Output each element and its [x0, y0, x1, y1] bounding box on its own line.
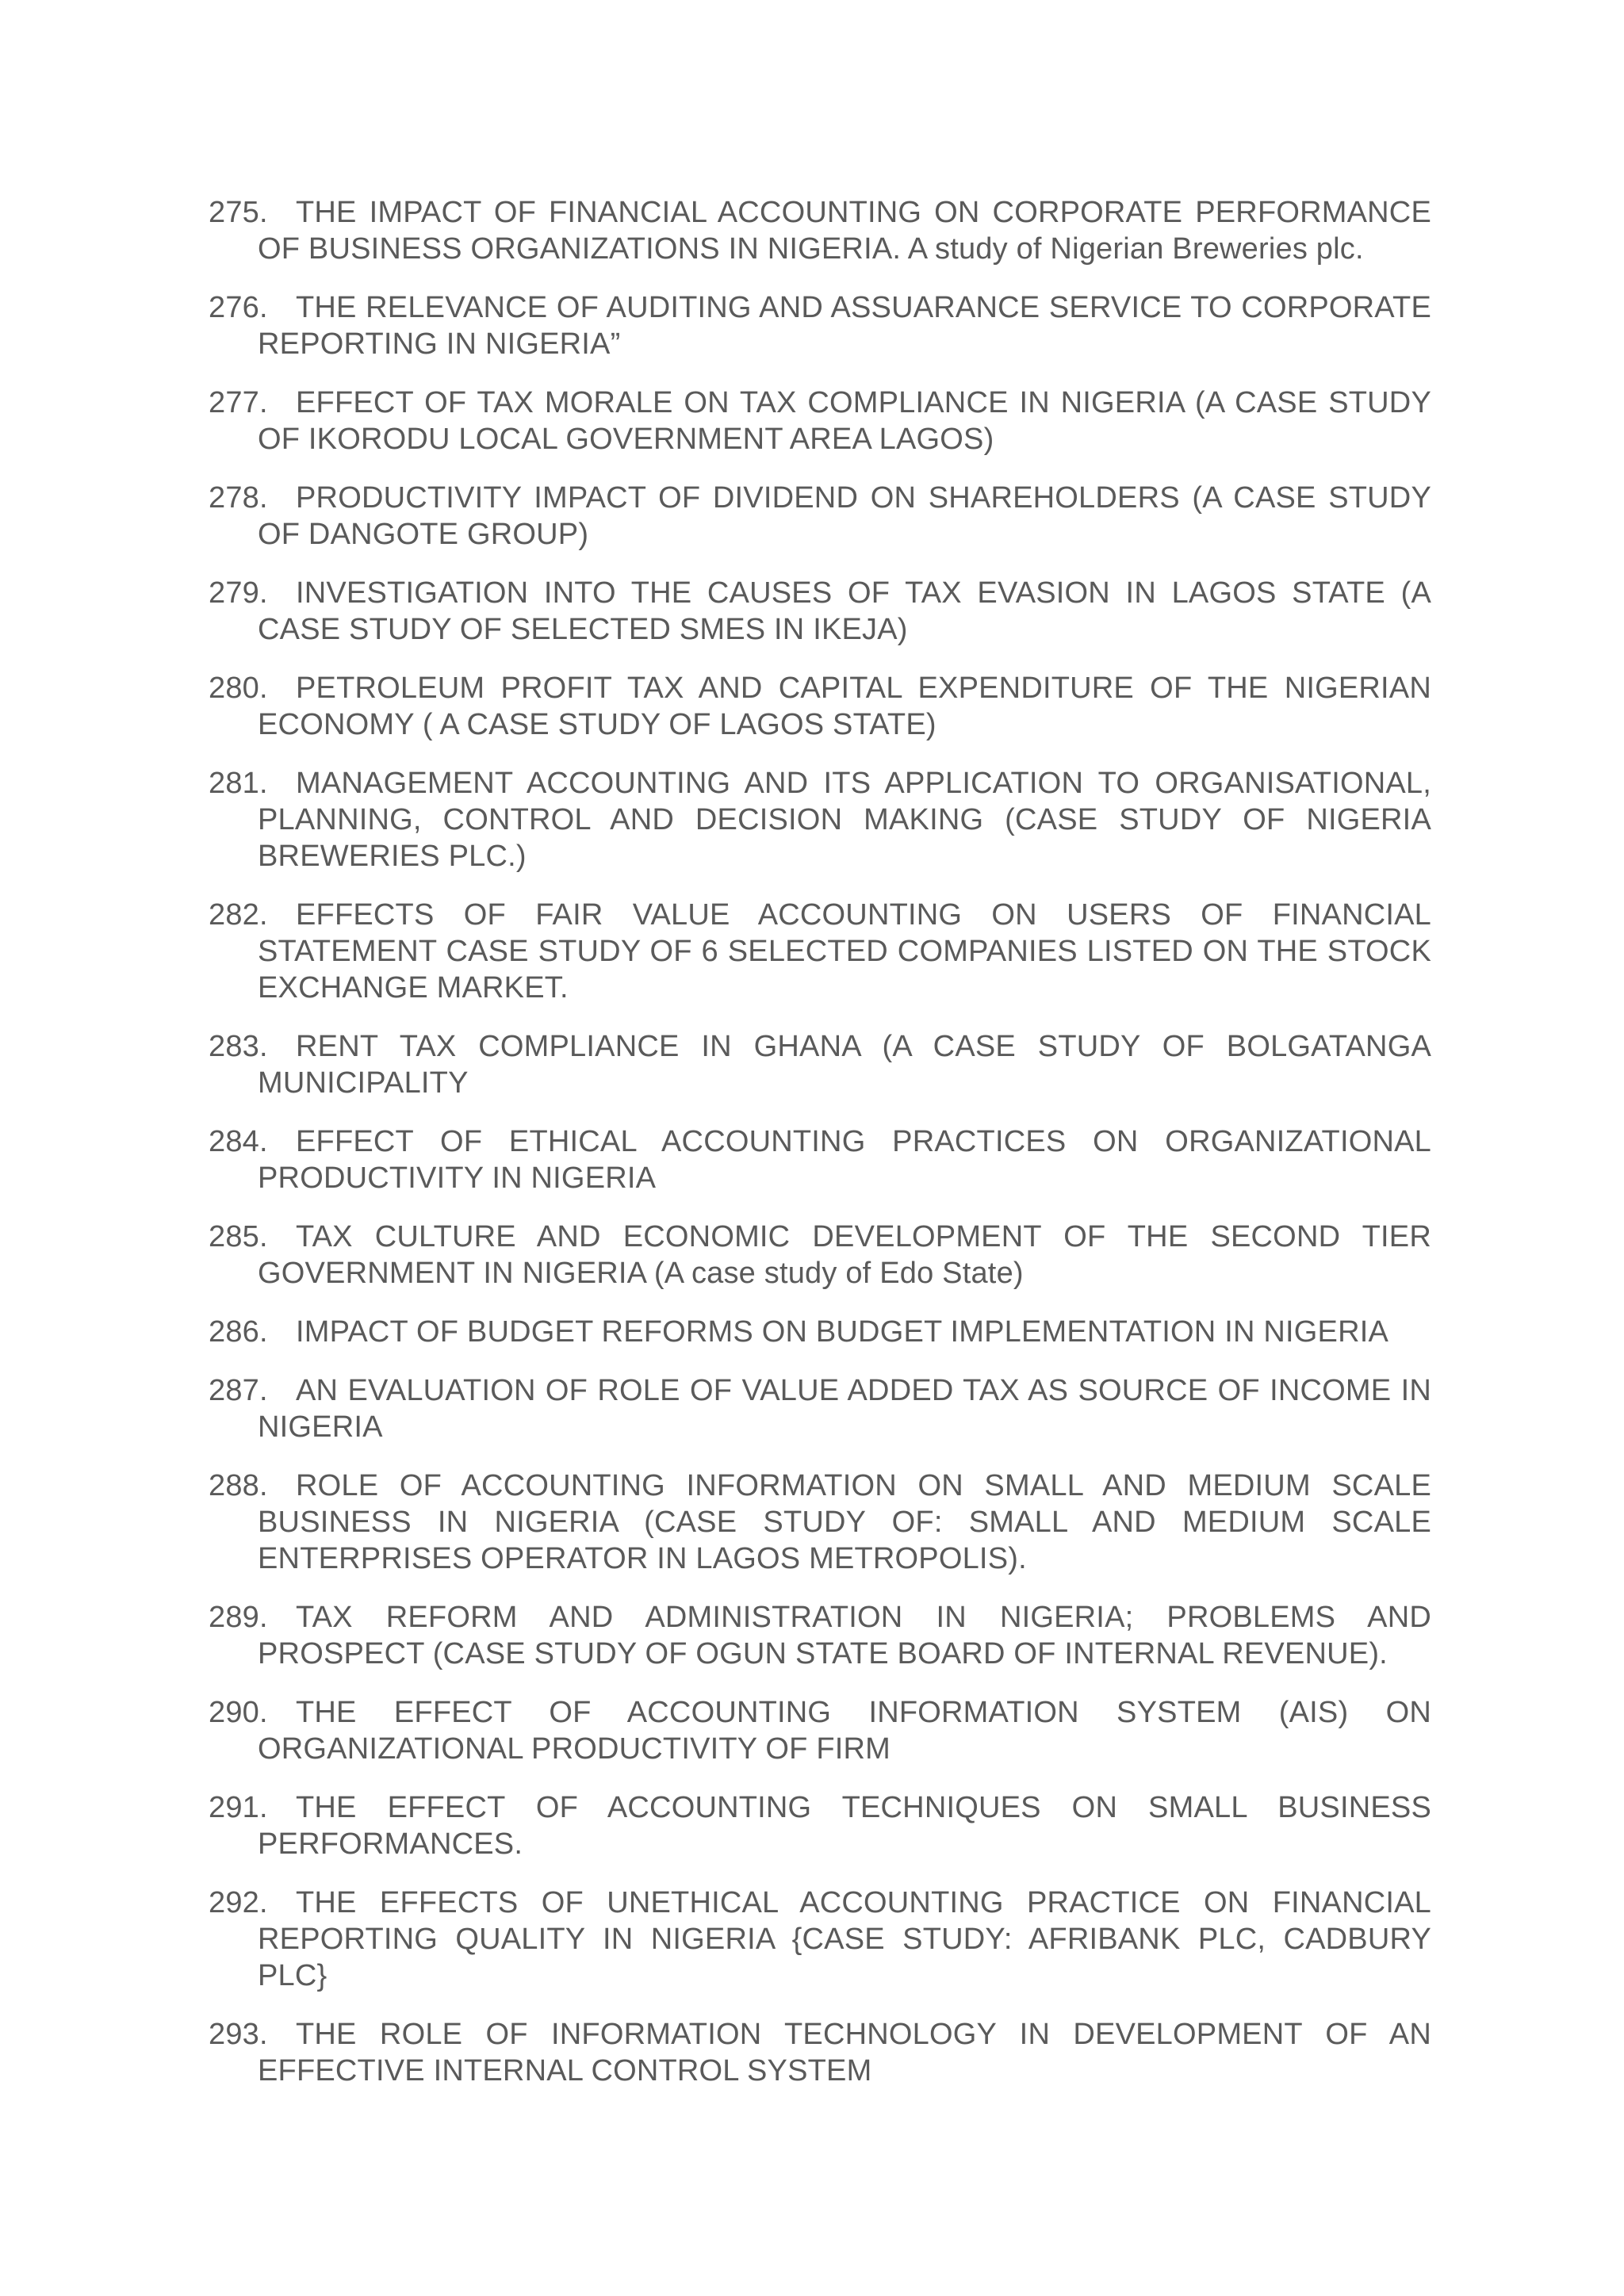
topic-number: 293. — [209, 2018, 268, 2051]
topic-item — [209, 2016, 1431, 2089]
topic-title: PRODUCTIVITY IMPACT OF DIVIDEND ON SHAREHOLDERS (A CASE STUDY OF DANGOTE GROUP) — [258, 481, 1431, 551]
topic-title: THE EFFECT OF ACCOUNTING TECHNIQUES ON SMALL BUSINESS PERFORMANCES. — [258, 1791, 1431, 1861]
topic-title: PETROLEUM PROFIT TAX AND CAPITAL EXPENDITURE OF THE NIGERIAN ECONOMY ( A CASE STUDY OF LAGOS STATE) — [258, 672, 1431, 741]
topic-title: INVESTIGATION INTO THE CAUSES OF TAX EVASION IN LAGOS STATE (A CASE STUDY OF SELECTED SMES IN IKEJA) — [258, 576, 1431, 646]
topic-title: THE ROLE OF INFORMATION TECHNOLOGY IN DEVELOPMENT OF AN EFFECTIVE INTERNAL CONTROL SYSTEM — [258, 2018, 1431, 2087]
topic-item — [209, 1599, 1431, 1672]
topic-item — [209, 1028, 1431, 1101]
topic-number: 283. — [209, 1030, 268, 1063]
topic-item — [209, 897, 1431, 1006]
topic-item — [209, 670, 1431, 743]
topic-title: TAX CULTURE AND ECONOMIC DEVELOPMENT OF THE SECOND TIER GOVERNMENT IN NIGERIA (A case study of Edo State) — [258, 1220, 1431, 1290]
topic-list — [209, 194, 1431, 2111]
topic-number: 287. — [209, 1374, 268, 1407]
topic-number: 288. — [209, 1469, 268, 1502]
topic-number: 278. — [209, 481, 268, 515]
topic-number: 279. — [209, 576, 268, 610]
topic-number: 282. — [209, 898, 268, 932]
topic-number: 291. — [209, 1791, 268, 1824]
topic-item — [209, 194, 1431, 267]
topic-number: 277. — [209, 386, 268, 419]
topic-item — [209, 1372, 1431, 1445]
topic-number: 290. — [209, 1696, 268, 1729]
topic-title: IMPACT OF BUDGET REFORMS ON BUDGET IMPLEMENTATION IN NIGERIA — [296, 1315, 1389, 1349]
topic-item — [209, 1219, 1431, 1292]
topic-number: 289. — [209, 1601, 268, 1634]
topic-item — [209, 289, 1431, 362]
topic-item — [209, 1694, 1431, 1767]
topic-item — [209, 480, 1431, 553]
topic-item — [209, 1123, 1431, 1196]
topic-item — [209, 575, 1431, 648]
topic-title: THE IMPACT OF FINANCIAL ACCOUNTING ON CORPORATE PERFORMANCE OF BUSINESS ORGANIZATIONS IN NIGERIA. A study of Nigerian Breweries plc. — [258, 196, 1431, 266]
topic-number: 284. — [209, 1125, 268, 1158]
topic-title: THE RELEVANCE OF AUDITING AND ASSUARANCE SERVICE TO CORPORATE REPORTING IN NIGERIA” — [258, 291, 1431, 361]
topic-item — [209, 765, 1431, 874]
topic-item — [209, 1789, 1431, 1862]
topic-number: 285. — [209, 1220, 268, 1253]
topic-number: 280. — [209, 672, 268, 705]
topic-title: EFFECT OF ETHICAL ACCOUNTING PRACTICES ON ORGANIZATIONAL PRODUCTIVITY IN NIGERIA — [258, 1125, 1431, 1195]
topic-title: AN EVALUATION OF ROLE OF VALUE ADDED TAX AS SOURCE OF INCOME IN NIGERIA — [258, 1374, 1431, 1444]
topic-title: RENT TAX COMPLIANCE IN GHANA (A CASE STUDY OF BOLGATANGA MUNICIPALITY — [258, 1030, 1431, 1100]
topic-number: 292. — [209, 1886, 268, 1919]
topic-title: MANAGEMENT ACCOUNTING AND ITS APPLICATION TO ORGANISATIONAL, PLANNING, CONTROL AND DECISION MAKING (CASE STUDY OF NIGERIA BREWERIES PLC.) — [258, 767, 1431, 873]
topic-item — [209, 1468, 1431, 1577]
topic-item — [209, 1314, 1431, 1350]
topic-item — [209, 385, 1431, 457]
topic-title: THE EFFECT OF ACCOUNTING INFORMATION SYSTEM (AIS) ON ORGANIZATIONAL PRODUCTIVITY OF FIRM — [258, 1696, 1431, 1766]
topic-number: 275. — [209, 196, 268, 229]
topic-title: ROLE OF ACCOUNTING INFORMATION ON SMALL AND MEDIUM SCALE BUSINESS IN NIGERIA (CASE STUDY OF: SMALL AND MEDIUM SCALE ENTERPRISES OPERATOR IN LAGOS METROPOLIS). — [258, 1469, 1431, 1575]
topic-number: 281. — [209, 767, 268, 800]
topic-title: EFFECT OF TAX MORALE ON TAX COMPLIANCE IN NIGERIA (A CASE STUDY OF IKORODU LOCAL GOVERNMENT AREA LAGOS) — [258, 386, 1431, 456]
topic-number: 286. — [209, 1315, 268, 1349]
topic-title: EFFECTS OF FAIR VALUE ACCOUNTING ON USERS OF FINANCIAL STATEMENT CASE STUDY OF 6 SELECTED COMPANIES LISTED ON THE STOCK EXCHANGE MARKET. — [258, 898, 1431, 1004]
topic-item — [209, 1885, 1431, 1994]
topic-title: TAX REFORM AND ADMINISTRATION IN NIGERIA; PROBLEMS AND PROSPECT (CASE STUDY OF OGUN STATE BOARD OF INTERNAL REVENUE). — [258, 1601, 1431, 1670]
topic-title: THE EFFECTS OF UNETHICAL ACCOUNTING PRACTICE ON FINANCIAL REPORTING QUALITY IN NIGERIA {CASE STUDY: AFRIBANK PLC, CADBURY PLC} — [258, 1886, 1431, 1992]
topic-number: 276. — [209, 291, 268, 324]
